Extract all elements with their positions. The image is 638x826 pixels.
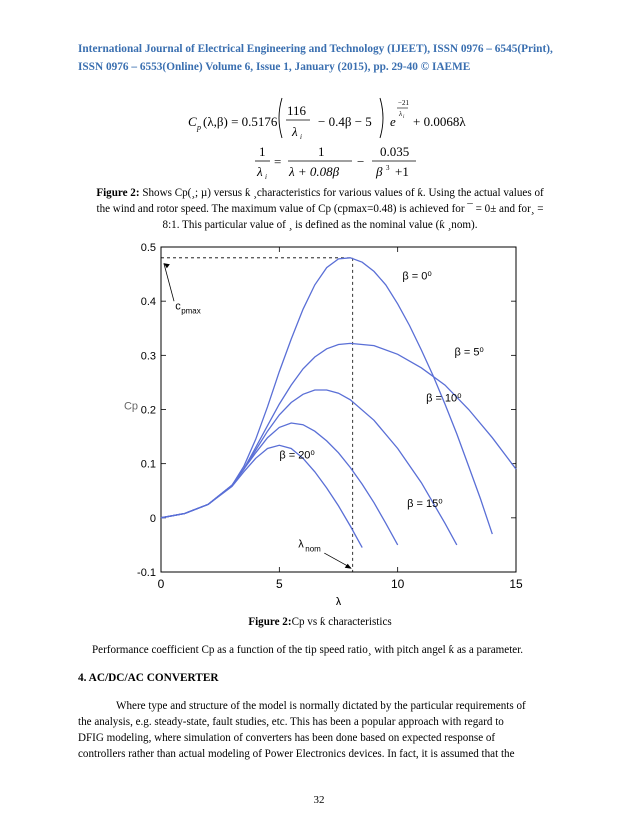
y-tick-label: 0.3 (140, 350, 156, 363)
figure-caption (78, 614, 562, 630)
figure-intro-line-2: the wind and rotor speed. The maximum value of Cp (cpmax=0.48) is achieved for ¯ = 0± and for¸ = (96, 203, 544, 215)
y-tick-label: 0.4 (140, 296, 156, 309)
section-title: 4. AC/DC/AC CONVERTER (78, 672, 219, 684)
y-tick-label: 0.5 (140, 242, 156, 254)
header-line-2: ISSN 0976 – 6553(Online) Volume 6, Issue 1, January (2015), pp. 29-40 © IAEME (78, 61, 471, 73)
x-tick-label: 5 (275, 577, 283, 591)
y-axis-label: Cp (123, 400, 139, 413)
x-axis-label: λ (335, 595, 342, 605)
eq2-f1-num: 1 (318, 144, 325, 159)
series-label-3: β = 15⁰ (407, 498, 443, 510)
eq2-f2-den-tail: +1 (395, 164, 409, 179)
eq1-frac-num: 116 (287, 103, 307, 118)
equation-1 (188, 98, 466, 141)
x-tick-label: 10 (390, 577, 405, 591)
cpmax-label-sub: pmax (181, 306, 201, 316)
eq1-args: (λ,β) = 0.5176 (203, 114, 278, 129)
x-tick-label: 0 (157, 577, 165, 591)
figure-intro-line-3: 8:1. This particular value of ¸ is defined as the nominal value (ƙ ¸nom). (162, 219, 478, 231)
eq1-exp-den-sub: i (403, 115, 405, 120)
figure-intro-label: Figure 2: (96, 187, 140, 199)
eq1-lhs-sub: p (197, 123, 201, 132)
series-label-4: β = 20⁰ (279, 449, 315, 462)
series-label-1: β = 5⁰ (454, 346, 484, 359)
figure-caption-text: Cp vs ƙ characteristics (291, 616, 392, 628)
y-tick-label: 0.2 (140, 404, 156, 417)
eq2-minus: − (357, 154, 365, 169)
equations (0, 0, 638, 185)
figure-intro-line-1: Shows Cp(¸; µ) versus ƙ ¸characteristics for various values of ƙ. Using the actual values of (139, 187, 544, 199)
y-tick-label: 0 (149, 512, 156, 525)
eq2-lhs-num: 1 (259, 144, 266, 159)
body-paragraph (78, 698, 562, 762)
eq1-lhs: C (188, 114, 197, 129)
y-tick-label: -0.1 (137, 567, 156, 579)
eq1-exp-den: λ (399, 110, 403, 118)
equation-2 (255, 144, 416, 181)
eq2-f2-num: 0.035 (380, 144, 410, 159)
x-tick-label: 15 (509, 577, 523, 591)
series-label-2: β = 10⁰ (426, 392, 462, 405)
lambda-nom-label: λ (298, 538, 304, 551)
figure-caption-label: Figure 2: (248, 616, 292, 628)
eq1-frac-den-sub: i (300, 133, 302, 141)
eq2-equals: = (274, 154, 282, 169)
eq1-middle: − 0.4β − 5 (318, 114, 372, 129)
eq1-tail: + 0.0068λ (413, 114, 466, 129)
y-tick-label: 0.1 (140, 458, 156, 471)
eq1-exp-num: −21 (398, 99, 409, 107)
figure-intro (78, 185, 562, 233)
eq2-lhs-den-sub: i (265, 173, 267, 181)
eq2-f1-den: λ + 0.08β (289, 164, 340, 179)
plot-frame (161, 247, 516, 572)
cp-lambda-chart (110, 235, 530, 605)
cpmax-label: c (175, 300, 181, 313)
body-line-2: the analysis, e.g. steady-state, fault studies, etc. This has been a popular approach with regard to (78, 716, 504, 728)
figure-description: Performance coefficient Cp as a function of the tip speed ratio¸ with pitch angel ƙ as a parameter. (92, 644, 524, 656)
eq2-lhs-den: λ (257, 164, 263, 179)
eq1-frac-den: λ (292, 124, 298, 139)
eq1-exp-base: e (390, 114, 396, 129)
body-line-3: DFIG modeling, where simulation of converters has been done based on expected response of (78, 732, 496, 744)
eq2-f2-den-exp: 3 (386, 164, 390, 172)
page-number: 32 (313, 794, 325, 806)
lambda-nom-label-sub: nom (305, 544, 321, 554)
eq2-f2-den-base: β (376, 164, 383, 179)
body-line-1: Where type and structure of the model is normally dictated by the particular requirements of (116, 700, 526, 712)
body-line-4: controllers rather than actual modeling of Power Electronics devices. In fact, it is assumed that the (78, 748, 515, 760)
header-line-1: International Journal of Electrical Engineering and Technology (IJEET), ISSN 0976 – 6545(Print), (78, 43, 553, 55)
series-label-0: β = 0⁰ (402, 270, 432, 283)
